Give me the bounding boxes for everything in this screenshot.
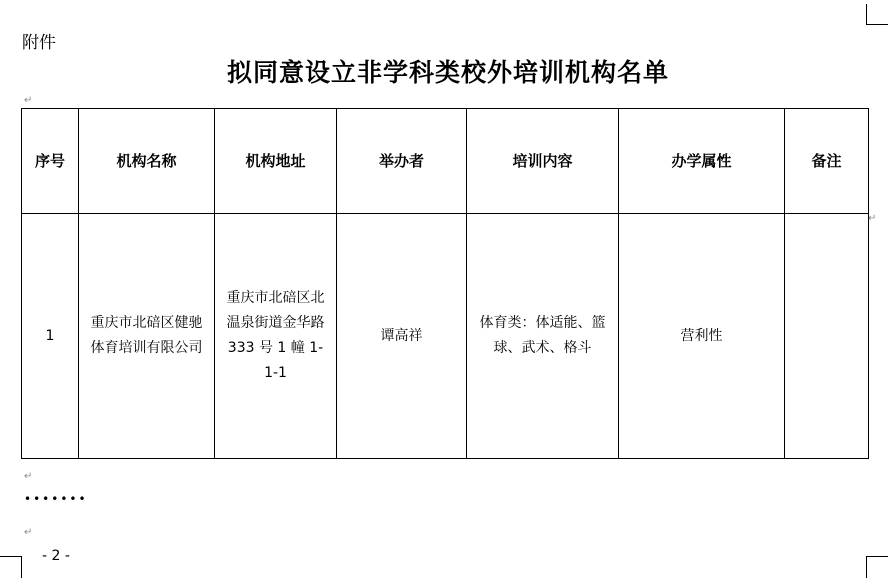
- table-row: [22, 214, 869, 459]
- cell-nature: 营利性: [619, 214, 785, 459]
- cell-content: 体育类：体适能、篮球、武术、格斗: [467, 214, 619, 459]
- crop-mark-bottom-left-v: [21, 556, 22, 578]
- header-cell-organizer: 举办者: [337, 109, 467, 214]
- dotted-leader: •••••••: [24, 492, 88, 506]
- header-cell-nature: 办学属性: [619, 109, 785, 214]
- crop-mark-bottom-right-h: [866, 556, 888, 557]
- attachment-label: 附件: [22, 33, 56, 53]
- paragraph-mark: ↵: [24, 527, 33, 538]
- page-title: 拟同意设立非学科类校外培训机构名单: [226, 58, 669, 87]
- header-cell-content: 培训内容: [467, 109, 619, 214]
- cell-address: 重庆市北碚区北温泉街道金华路 333 号 1 幢 1-1-1: [215, 214, 337, 459]
- cell-organizer: 谭高祥: [337, 214, 467, 459]
- page-number: - 2 -: [42, 548, 70, 564]
- paragraph-mark: ↵: [868, 213, 877, 224]
- header-cell-address: 机构地址: [215, 109, 337, 214]
- crop-mark-bottom-left-h: [0, 556, 21, 557]
- cell-remarks: [785, 214, 869, 459]
- institution-table: [21, 108, 869, 459]
- header-cell-remarks: 备注: [785, 109, 869, 214]
- cell-name: 重庆市北碚区健驰体育培训有限公司: [79, 214, 215, 459]
- paragraph-mark: ↵: [24, 95, 33, 106]
- header-cell-name: 机构名称: [79, 109, 215, 214]
- cell-index: 1: [22, 214, 79, 459]
- paragraph-mark: ↵: [24, 471, 33, 482]
- crop-mark-top-right-v: [866, 4, 867, 24]
- crop-mark-bottom-right-v: [866, 556, 867, 578]
- table-header-row: [22, 109, 869, 214]
- header-cell-index: 序号: [22, 109, 79, 214]
- crop-mark-top-right-h: [866, 24, 888, 25]
